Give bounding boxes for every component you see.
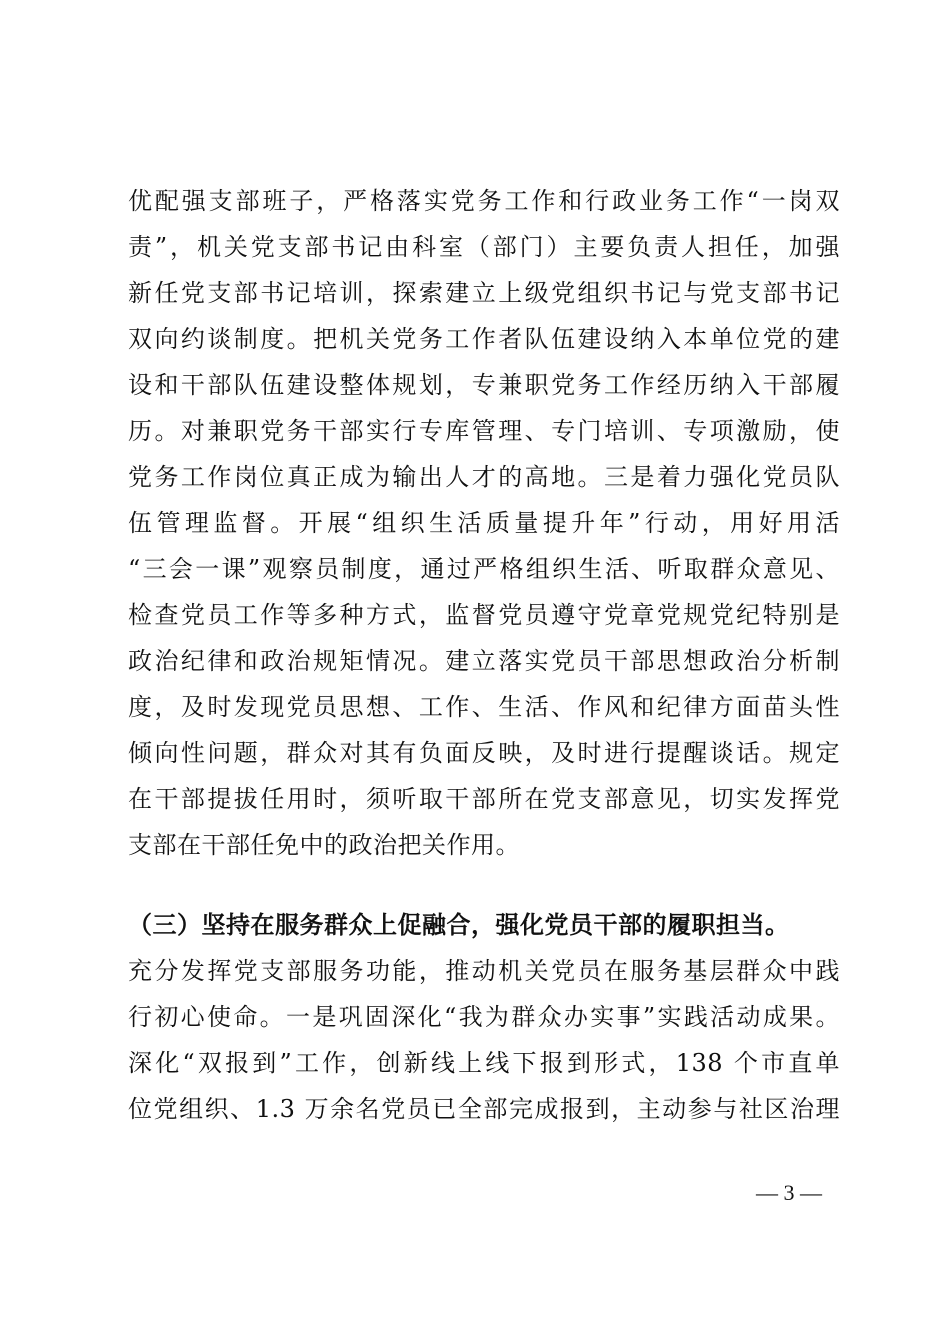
text-line: 在干部提拔任用时，须听取干部所在党支部意见，切实发挥党 — [128, 785, 840, 813]
body-paragraph-2 — [128, 902, 840, 1132]
text-line: 倾向性问题，群众对其有负面反映，及时进行提醒谈话。规定 — [128, 739, 840, 767]
text-line: 设和干部队伍建设整体规划，专兼职党务工作经历纳入干部履 — [128, 371, 840, 399]
text-line: 新任党支部书记培训，探索建立上级党组织书记与党支部书记 — [128, 279, 840, 307]
text-line: 优配强支部班子，严格落实党务工作和行政业务工作“一岗双 — [128, 187, 840, 215]
text-line: 充分发挥党支部服务功能，推动机关党员在服务基层群众中践 — [128, 957, 840, 985]
text-line: 度，及时发现党员思想、工作、生活、作风和纪律方面苗头性 — [128, 693, 840, 721]
section-heading: （三）坚持在服务群众上促融合，强化党员干部的履职担当。 — [128, 910, 790, 939]
text-line: 政治纪律和政治规矩情况。建立落实党员干部思想政治分析制 — [128, 647, 840, 675]
text-line: 历。对兼职党务干部实行专库管理、专门培训、专项激励，使 — [128, 417, 840, 445]
text-line: 检查党员工作等多种方式，监督党员遵守党章党规党纪特别是 — [128, 601, 840, 629]
text-line: 位党组织、1.3 万余名党员已全部完成报到，主动参与社区治理 — [128, 1095, 840, 1123]
body-paragraph-1 — [128, 178, 840, 868]
text-line: 责”，机关党支部书记由科室（部门）主要负责人担任，加强 — [128, 233, 840, 261]
text-line: 支部在干部任免中的政治把关作用。 — [128, 831, 520, 859]
text-line: 伍管理监督。开展“组织生活质量提升年”行动，用好用活 — [128, 509, 840, 537]
text-line: “三会一课”观察员制度，通过严格组织生活、听取群众意见、 — [128, 555, 840, 583]
text-line: 深化“双报到”工作，创新线上线下报到形式，138 个市直单 — [128, 1049, 840, 1077]
text-line: 双向约谈制度。把机关党务工作者队伍建设纳入本单位党的建 — [128, 325, 840, 353]
text-line: 行初心使命。一是巩固深化“我为群众办实事”实践活动成果。 — [128, 1003, 840, 1031]
text-line: 党务工作岗位真正成为输出人才的高地。三是着力强化党员队 — [128, 463, 840, 491]
page-number: — 3 — — [756, 1180, 822, 1205]
